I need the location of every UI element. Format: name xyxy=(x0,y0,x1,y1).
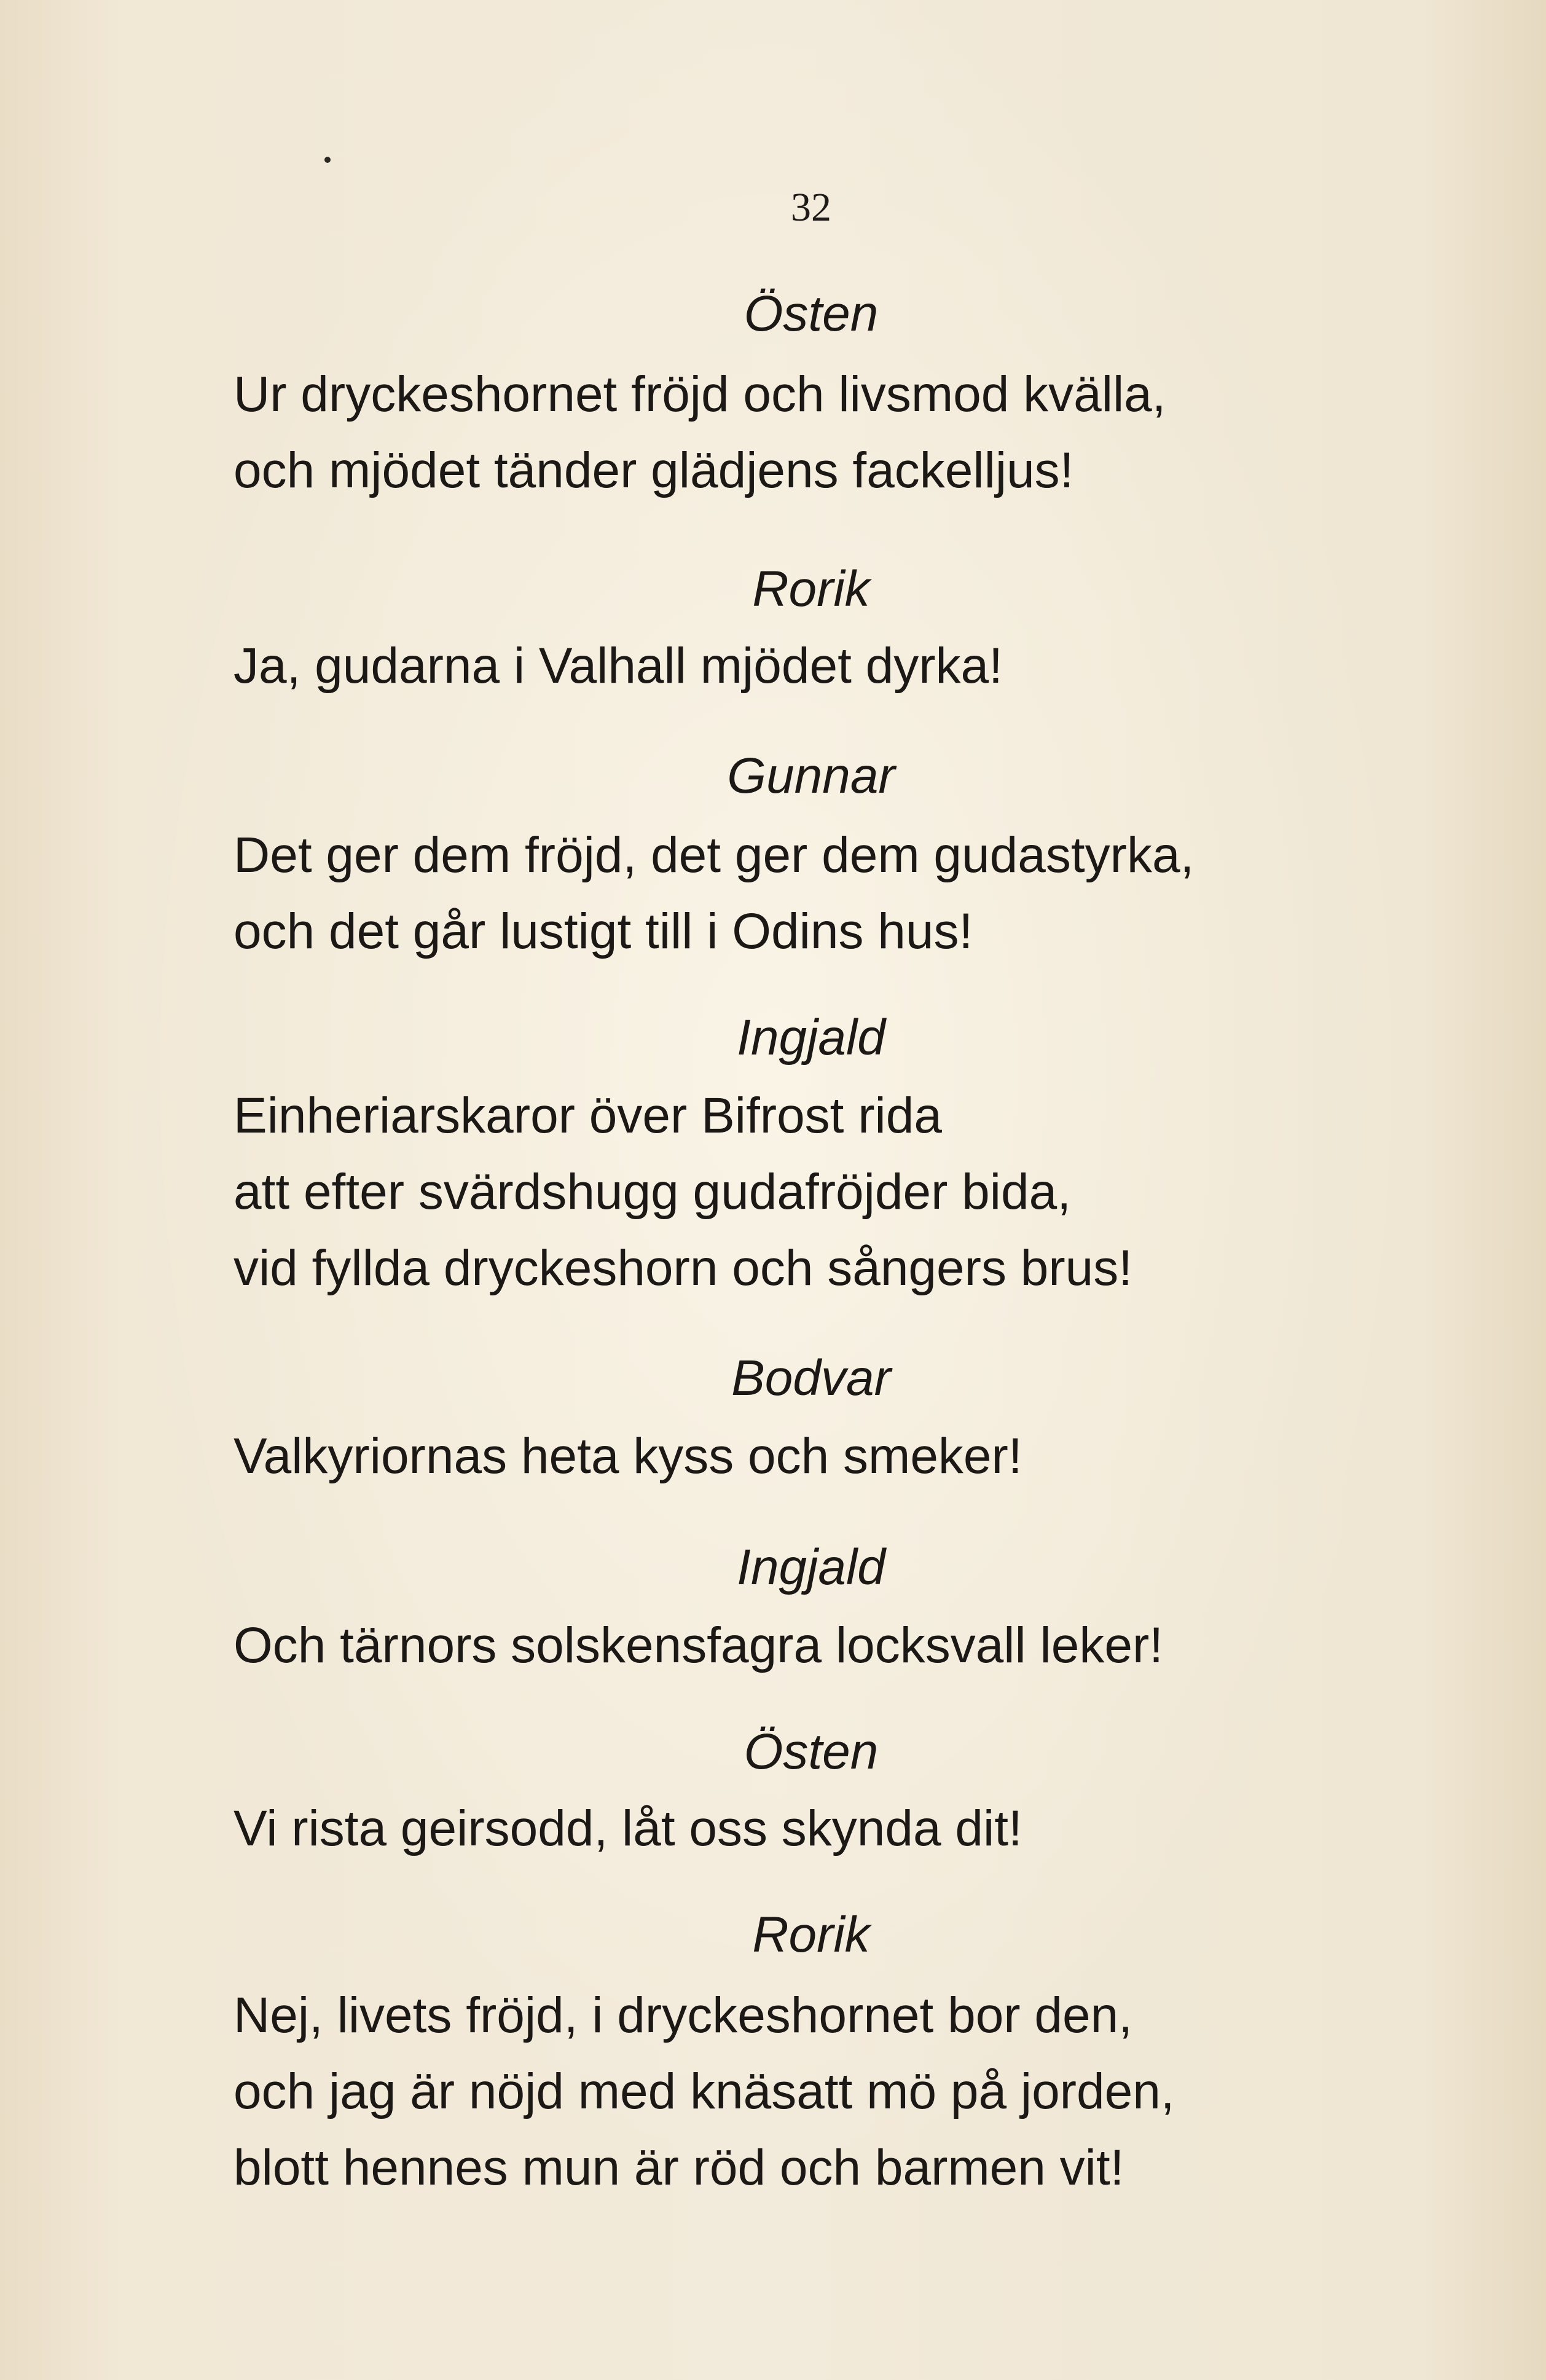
verse-line: Valkyriornas heta kyss och smeker! xyxy=(233,1428,1022,1484)
verse-block xyxy=(233,1608,1163,1684)
verse-block xyxy=(233,628,1003,704)
speaker-name: Rorik xyxy=(752,1907,870,1963)
verse-line: Einheriarskaror över Bifrost rida xyxy=(233,1088,942,1144)
verse-line: vid fyllda dryckeshorn och sångers brus! xyxy=(233,1240,1133,1296)
verse-block xyxy=(233,1791,1022,1867)
verse-line: Och tärnors solskensfagra locksvall leker! xyxy=(233,1617,1164,1673)
page-number: 32 xyxy=(791,185,831,230)
verse-line: Vi rista geirsodd, låt oss skynda dit! xyxy=(233,1801,1022,1856)
verse-block xyxy=(233,1977,1175,2206)
speaker-name: Bodvar xyxy=(731,1350,891,1406)
verse-line: att efter svärdshugg gudafröjder bida, xyxy=(233,1164,1071,1220)
verse-line: blott hennes mun är röd och barmen vit! xyxy=(233,2140,1124,2196)
speaker-name: Ingjald xyxy=(737,1010,885,1066)
verse-line: Nej, livets fröjd, i dryckeshornet bor den, xyxy=(233,1987,1132,2043)
speaker-name: Östen xyxy=(744,1724,879,1780)
verse-line: Ja, gudarna i Valhall mjödet dyrka! xyxy=(233,638,1003,694)
speaker-name: Rorik xyxy=(752,561,870,617)
speaker-name: Östen xyxy=(744,286,879,342)
speaker-name: Ingjald xyxy=(737,1539,885,1595)
verse-block xyxy=(233,817,1194,970)
verse-block xyxy=(233,356,1166,509)
verse-line: Ur dryckeshornet fröjd och livsmod kvälla, xyxy=(233,366,1166,422)
verse-block xyxy=(233,1078,1132,1306)
speaker-name: Gunnar xyxy=(727,748,895,804)
verse-block xyxy=(233,1418,1022,1494)
ink-speck xyxy=(324,157,331,163)
verse-line: och mjödet tänder glädjens fackelljus! xyxy=(233,442,1074,498)
verse-line: och jag är nöjd med knäsatt mö på jorden, xyxy=(233,2064,1175,2119)
verse-line: Det ger dem fröjd, det ger dem gudastyrka, xyxy=(233,827,1195,883)
verse-line: och det går lustigt till i Odins hus! xyxy=(233,903,973,959)
